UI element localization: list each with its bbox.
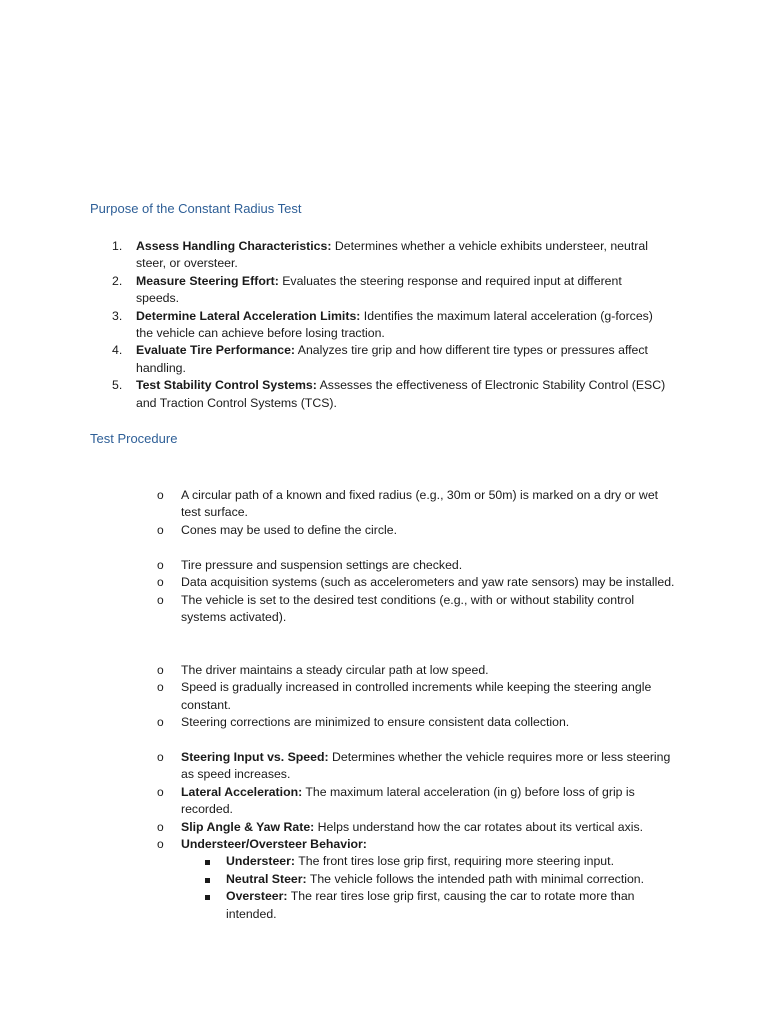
- purpose-list: [0, 238, 666, 412]
- item-text: The vehicle follows the intended path with minimal correction.: [306, 871, 645, 886]
- list-number: 4.: [112, 343, 123, 358]
- list-item: [0, 714, 681, 731]
- list-item: [0, 557, 681, 574]
- item-text: The front tires lose grip first, requiring more steering input.: [295, 854, 614, 869]
- item-text: Helps understand how the car rotates about its vertical axis.: [314, 819, 644, 834]
- list-item: [0, 662, 681, 679]
- list-item: [0, 784, 681, 819]
- circle-bullet-icon: o: [157, 750, 164, 764]
- list-item: [0, 679, 681, 714]
- list-item: [0, 238, 666, 273]
- square-bullet-icon: [205, 860, 210, 865]
- item-text: The driver maintains a steady circular path at low speed.: [181, 663, 489, 677]
- list-item: [0, 342, 666, 377]
- item-bold-label: Assess Handling Characteristics:: [136, 239, 332, 253]
- circle-bullet-icon: o: [157, 837, 164, 852]
- item-bold-label: Slip Angle & Yaw Rate:: [181, 819, 315, 834]
- item-bold-label: Understeer:: [226, 854, 296, 869]
- item-bold-label: Steering Input vs. Speed:: [181, 750, 329, 764]
- item-text: The vehicle is set to the desired test conditions (e.g., with or without stability control systems activated).: [181, 592, 635, 625]
- list-item: [0, 273, 666, 308]
- behavior-sublist: [181, 853, 681, 923]
- item-bold-label: Understeer/Oversteer Behavior:: [181, 837, 367, 852]
- circle-bullet-icon: o: [157, 522, 164, 537]
- sub-list-item: [181, 871, 681, 888]
- item-text: Speed is gradually increased in controlled increments while keeping the steering angle constant.: [181, 680, 652, 712]
- list-item: [0, 487, 681, 522]
- section-heading-purpose: Purpose of the Constant Radius Test: [90, 201, 302, 216]
- item-text: Assesses the effectiveness of Electronic Stability Control (ESC) and Traction Control Systems (TCS).: [136, 378, 666, 410]
- item-text: The maximum lateral acceleration (in g) before loss of grip is recorded.: [181, 784, 635, 817]
- list-item: [0, 749, 681, 784]
- list-item: [0, 592, 681, 627]
- item-bold-label: Evaluate Tire Performance:: [136, 343, 296, 358]
- list-number: 5.: [112, 378, 123, 393]
- item-bold-label: Measure Steering Effort:: [136, 273, 279, 288]
- item-bold-label: Lateral Acceleration:: [181, 784, 303, 799]
- circle-bullet-icon: o: [157, 819, 164, 834]
- circle-bullet-icon: o: [157, 575, 164, 590]
- list-item: [0, 522, 681, 539]
- procedure-group-setup-track: [0, 487, 681, 539]
- square-bullet-icon: [205, 878, 210, 883]
- item-text: The rear tires lose grip first, causing the car to rotate more than intended.: [226, 889, 635, 921]
- procedure-group-measurements: [0, 749, 681, 923]
- circle-bullet-icon: o: [157, 663, 164, 677]
- procedure-group-driving: [0, 662, 681, 732]
- circle-bullet-icon: o: [157, 558, 164, 572]
- procedure-group-vehicle-prep: [0, 557, 681, 627]
- section-heading-procedure: Test Procedure: [90, 431, 178, 446]
- circle-bullet-icon: o: [157, 680, 164, 695]
- circle-bullet-icon: o: [157, 784, 164, 799]
- circle-bullet-icon: o: [157, 715, 164, 730]
- circle-bullet-icon: o: [157, 488, 164, 502]
- list-item: [0, 308, 666, 343]
- sub-list-item: [181, 853, 681, 870]
- item-text: Tire pressure and suspension settings are checked.: [181, 558, 463, 572]
- list-item: [0, 819, 681, 836]
- item-bold-label: Neutral Steer:: [226, 871, 307, 886]
- item-text: Determines whether a vehicle exhibits understeer, neutral steer, or oversteer.: [136, 239, 648, 271]
- item-text: Steering corrections are minimized to ensure consistent data collection.: [181, 715, 570, 730]
- item-bold-label: Test Stability Control Systems:: [136, 378, 317, 393]
- list-number: 3.: [112, 308, 123, 323]
- item-bold-label: Oversteer:: [226, 889, 288, 904]
- item-text: Determines whether the vehicle requires more or less steering as speed increases.: [181, 750, 671, 782]
- item-bold-label: Determine Lateral Acceleration Limits:: [136, 308, 361, 323]
- circle-bullet-icon: o: [157, 592, 164, 607]
- item-text: A circular path of a known and fixed radius (e.g., 30m or 50m) is marked on a dry or wet test surface.: [181, 488, 659, 520]
- sub-list-item: [181, 888, 681, 923]
- list-number: 2.: [112, 273, 123, 288]
- list-number: 1.: [112, 239, 123, 253]
- item-text: Analyzes tire grip and how different tire types or pressures affect handling.: [136, 343, 648, 375]
- square-bullet-icon: [205, 895, 210, 900]
- list-item: [0, 836, 681, 923]
- item-text: Cones may be used to define the circle.: [181, 522, 398, 537]
- item-text: Identifies the maximum lateral acceleration (g-forces) the vehicle can achieve before losing traction.: [136, 308, 653, 341]
- item-text: Evaluates the steering response and required input at different speeds.: [136, 273, 622, 306]
- list-item: [0, 377, 666, 412]
- item-text: Data acquisition systems (such as accelerometers and yaw rate sensors) may be installed.: [181, 575, 675, 590]
- list-item: [0, 574, 681, 591]
